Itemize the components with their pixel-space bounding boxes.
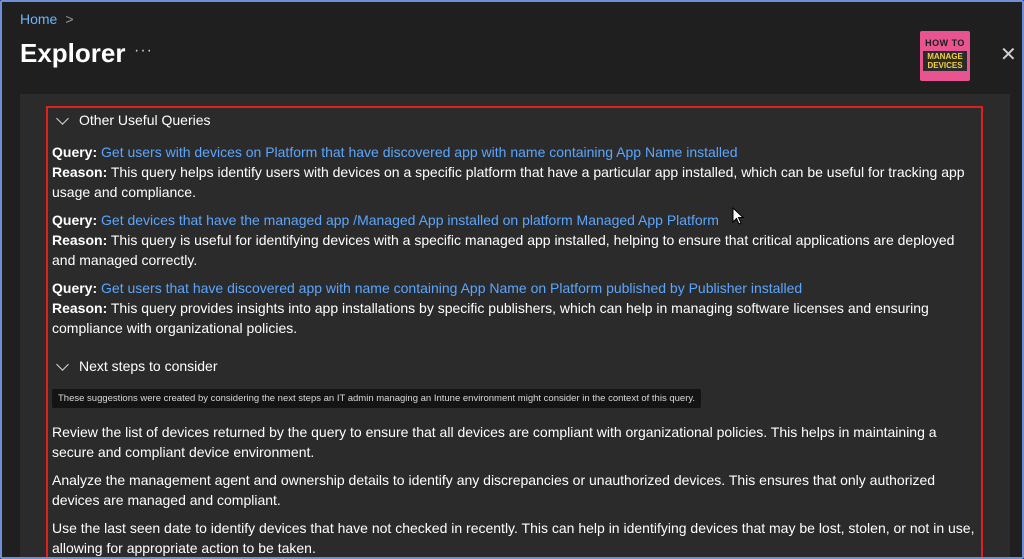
next-steps-toggle[interactable] <box>58 358 977 374</box>
tooltip-row <box>52 388 977 408</box>
query-label: Query: <box>52 144 98 160</box>
logo-line-1: HOW TO <box>925 38 965 48</box>
reason-label: Reason: <box>52 164 108 180</box>
how-to-manage-devices-logo <box>920 31 970 81</box>
breadcrumb <box>20 11 74 27</box>
query-link[interactable]: Get users that have discovered app with name containing App Name on Platform published by Publisher installed <box>101 280 803 296</box>
suggestions-tooltip: These suggestions were created by considering the next steps an IT admin managing an Intune environment might consider in the context of this query. <box>52 389 701 408</box>
page-title: Explorer <box>20 38 126 68</box>
close-icon[interactable]: ✕ <box>1000 44 1017 66</box>
next-step-paragraph: Review the list of devices returned by the query to ensure that all devices are compliant with organizational policies. This helps in maintaining a secure and compliant device environment. <box>52 424 937 460</box>
chevron-right-icon: > <box>65 11 74 27</box>
reason-text: This query helps identify users with devices on a specific platform that have a particular app installed, which can be useful for tracking app usage and compliance. <box>52 164 965 200</box>
logo-manage: MANAGE <box>927 52 963 61</box>
query-label: Query: <box>52 212 98 228</box>
other-queries-toggle[interactable] <box>58 112 977 128</box>
query-label: Query: <box>52 280 98 296</box>
query-link[interactable]: Get devices that have the managed app /Managed App installed on platform Managed App Platform <box>101 212 719 228</box>
reason-text: This query provides insights into app installations by specific publishers, which can help in managing software licenses and ensuring compliance with organizational policies. <box>52 300 929 336</box>
query-item <box>52 142 977 202</box>
reason-label: Reason: <box>52 300 108 316</box>
results-content <box>52 108 977 558</box>
next-step-paragraph: Analyze the management agent and ownership details to identify any discrepancies or unauthorized devices. This ensures that only authorized devices are managed and compliant. <box>52 472 936 508</box>
reason-text: This query is useful for identifying devices with a specific managed app installed, helping to ensure that critical applications are deployed and managed correctly. <box>52 232 955 268</box>
highlighted-results <box>46 106 983 559</box>
logo-line-2 <box>923 51 967 71</box>
breadcrumb-home-link[interactable]: Home <box>20 11 58 27</box>
query-item <box>52 278 977 338</box>
next-steps-heading: Next steps to consider <box>79 358 218 374</box>
mouse-cursor-icon <box>732 207 744 225</box>
query-item <box>52 210 977 270</box>
more-options-button[interactable]: ··· <box>134 42 153 59</box>
next-step-paragraph: Use the last seen date to identify devices that have not checked in recently. This can help in identifying devices that may be lost, stolen, or not in use, allowing for appropriate action to be taken. <box>52 520 975 556</box>
query-link[interactable]: Get users with devices on Platform that have discovered app with name containing App Name installed <box>101 144 738 160</box>
chevron-down-icon <box>56 358 69 371</box>
chevron-down-icon <box>56 112 69 125</box>
logo-devices: DEVICES <box>927 61 963 70</box>
other-queries-heading: Other Useful Queries <box>79 112 211 128</box>
reason-label: Reason: <box>52 232 108 248</box>
